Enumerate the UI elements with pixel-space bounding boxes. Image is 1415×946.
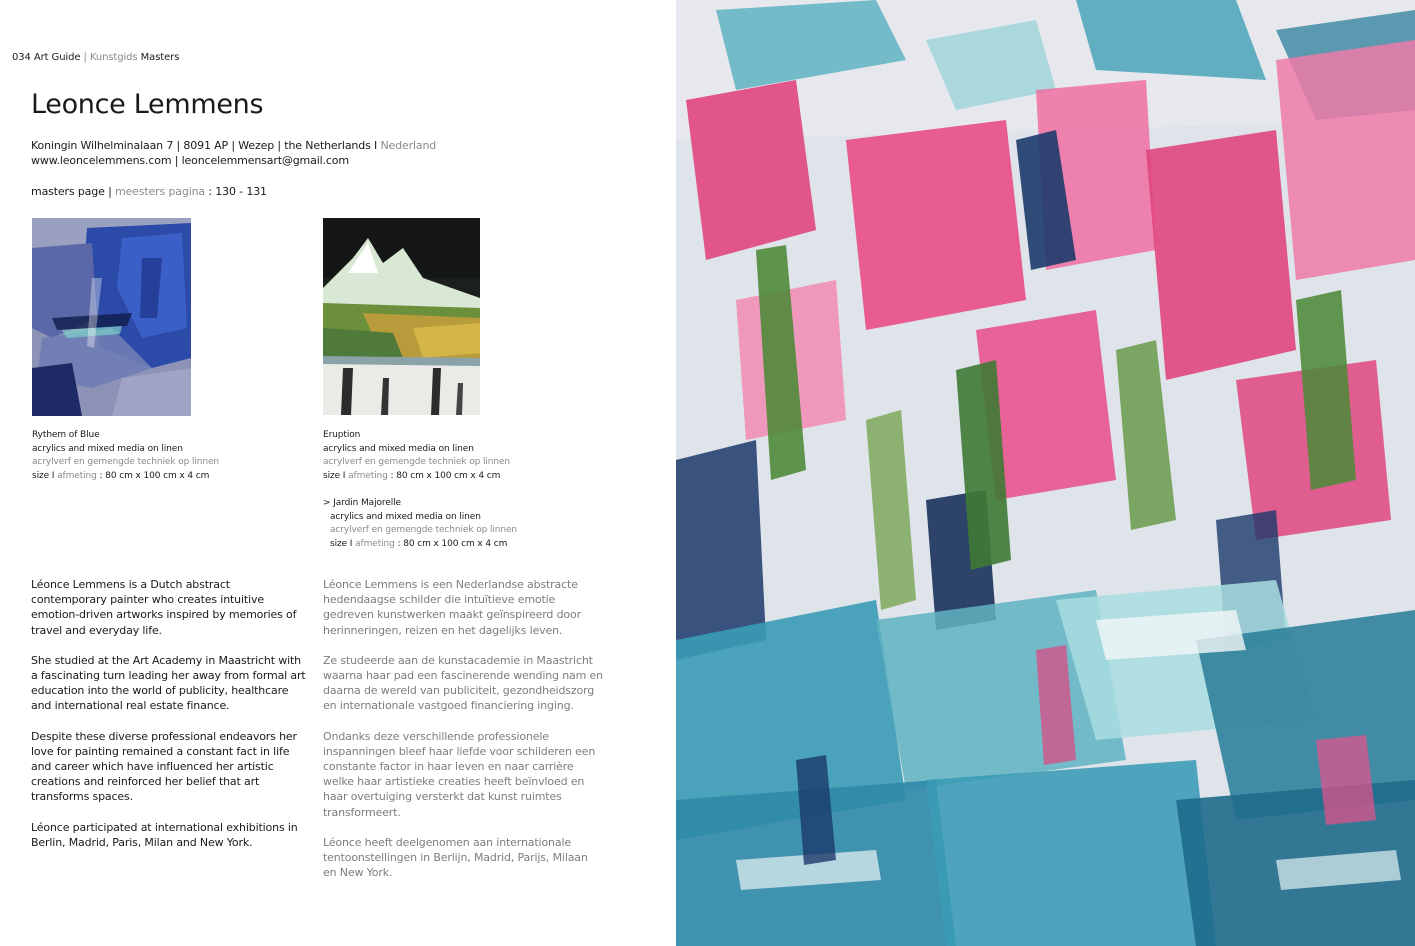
size-value: : 80 cm x 100 cm x 4 cm [99, 470, 210, 481]
size-label-nl: afmeting [57, 470, 97, 481]
bio-paragraph: Léonce Lemmens is een Nederlandse abstracte hedendaagse schilder die intuïtieve emotie gedreven kunstwerken maakt geïnspireerd door herinneringen, reizen en het dagelijks leven. [323, 578, 581, 637]
web-email-line: www.leoncelemmens.com | leoncelemmensart@gmail.com [31, 154, 349, 167]
country-nl: Nederland [380, 139, 437, 152]
artwork-caption-rythem-of-blue [32, 429, 219, 483]
bio-paragraph: Ze studeerde aan de kunstacademie in Maastricht waarna haar pad een fascinerende wending nam en daarna de wereld van publiciteit, gezondheidszorg en internationale vastgoed financiering inging. [323, 653, 603, 713]
artwork-medium: acrylics and mixed media on linen [330, 511, 481, 522]
header-separator: | [83, 52, 87, 63]
size-label-nl: afmeting [355, 538, 395, 549]
artwork-caption-eruption [323, 429, 510, 483]
section-label: Art Guide [33, 52, 81, 63]
bio-paragraph: Léonce participated at international exhibitions in Berlin, Madrid, Paris, Milan and New York. [31, 820, 298, 849]
artwork-size [323, 470, 510, 484]
contact-block [31, 138, 436, 168]
artwork-title: > Jardin Majorelle [323, 498, 401, 508]
artwork-image-eruption [323, 218, 480, 415]
address: Koningin Wilhelminalaan 7 | 8091 AP | Wezep | the Netherlands I [31, 139, 378, 152]
size-label-nl: afmeting [348, 470, 388, 481]
left-page [0, 0, 676, 946]
artwork-title: Eruption [323, 430, 361, 440]
section-label-nl: Kunstgids [89, 52, 138, 63]
address-line [31, 138, 436, 153]
size-label: size I [32, 470, 55, 481]
artist-name: Leonce Lemmens [31, 89, 264, 120]
painting-jardin-majorelle [676, 0, 1415, 946]
artwork-medium-nl: acrylverf en gemengde techniek op linnen [323, 457, 511, 467]
bio-paragraph: Léonce Lemmens is a Dutch abstract contemporary painter who creates intuitive emotion-driven artworks inspired by memories of travel and everyday life. [31, 578, 297, 637]
artwork-size [323, 538, 517, 552]
artwork-caption-jardin-majorelle [323, 497, 517, 551]
artwork-title: Rythem of Blue [32, 430, 100, 440]
page-number: 034 [12, 52, 31, 63]
masters-pages: : 130 - 131 [208, 185, 267, 198]
size-label: size I [330, 538, 353, 549]
size-value: : 80 cm x 100 cm x 4 cm [397, 538, 508, 549]
running-header [12, 52, 179, 63]
masters-page-ref [31, 185, 267, 198]
bio-paragraph: Ondanks deze verschillende professionele inspanningen bleef haar liefde voor schilderen een constante factor in haar leven en naar carrière welke haar artistieke creaties heeft beïnvloed en haar overtuiging versterkt dat kunst ruimtes transformeert. [323, 729, 596, 819]
masters-label-nl: meesters pagina [114, 185, 206, 198]
artwork-medium-nl: acrylverf en gemengde techniek op linnen [330, 525, 518, 535]
size-label: size I [323, 470, 346, 481]
artwork-medium: acrylics and mixed media on linen [32, 443, 183, 454]
bio-english [31, 577, 306, 865]
artwork-medium: acrylics and mixed media on linen [323, 443, 474, 454]
artwork-size [32, 470, 219, 484]
size-value: : 80 cm x 100 cm x 4 cm [390, 470, 501, 481]
artwork-medium-nl: acrylverf en gemengde techniek op linnen [32, 457, 220, 467]
bio-paragraph: Despite these diverse professional endeavors her love for painting remained a constant fact in life and career which have influenced her artistic creations and reinforced her belief that art transforms spaces. [31, 729, 297, 804]
bio-dutch [323, 577, 603, 895]
bio-paragraph: She studied at the Art Academy in Maastricht with a fascinating turn leading her away from formal art education into the world of publicity, healthcare and international real estate finance. [31, 653, 306, 713]
category-label: Masters [140, 52, 180, 63]
artwork-image-rythem-of-blue [32, 218, 191, 416]
masters-separator: | [108, 185, 112, 198]
masters-label: masters page [31, 185, 105, 198]
bio-paragraph: Léonce heeft deelgenomen aan internationale tentoonstellingen in Berlijn, Madrid, Parijs, Milaan en New York. [323, 835, 588, 880]
